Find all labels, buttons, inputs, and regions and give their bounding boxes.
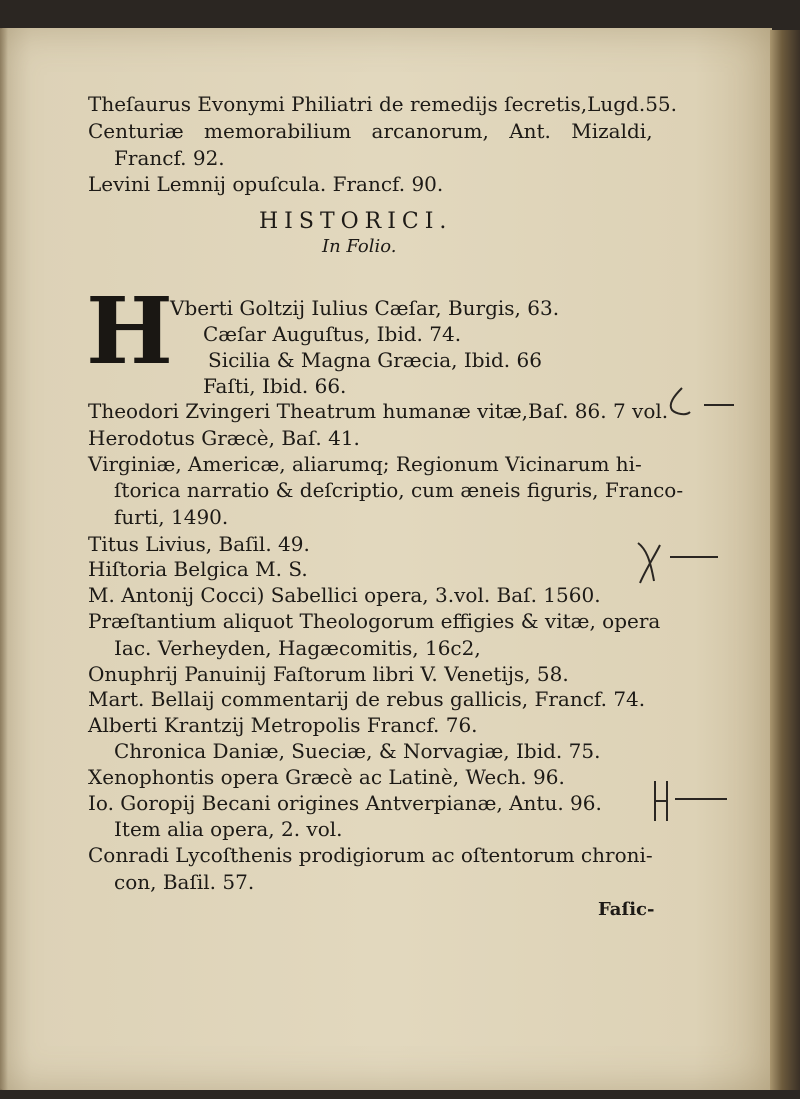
catchword: Faſic- (598, 899, 655, 920)
entry-panuinij: Onuphrij Panuinij Faſtorum libri V. Venetijs, 58. (88, 662, 569, 686)
entry-livius: Titus Livius, Baſil. 49. (88, 532, 310, 556)
entry-virginiae-cont: ſtorica narratio & deſcriptio, cum æneis figuris, Franco- (114, 478, 684, 502)
margin-mark-h (645, 775, 735, 825)
entry-lycosthenis: Conradi Lycoſthenis prodigiorum ac oſtentorum chroni- (88, 843, 653, 867)
entry-virginiae: Virginiæ, Americæ, aliarumq; Regionum Vicinarum hi- (88, 452, 642, 476)
entry-goltzij: Vberti Goltzij Iulius Cæſar, Burgis, 63. (170, 296, 560, 320)
entry-goltzij-sicilia: Sicilia & Magna Græcia, Ibid. 66 (208, 348, 542, 372)
entry-praestantium: Præſtantium aliquot Theologorum effigies & vitæ, opera (88, 609, 661, 633)
entry-xenophontis: Xenophontis opera Græcè ac Latinè, Wech. 96. (88, 765, 565, 789)
entry-lemnij: Levini Lemnij opuſcula. Francf. 90. (88, 172, 444, 196)
entry-sabellici: M. Antonij Cocci) Sabellici opera, 3.vol. Baſ. 1560. (88, 583, 601, 607)
entry-herodotus: Herodotus Græcè, Baſ. 41. (88, 426, 360, 450)
entry-historia-belgica: Hiſtoria Belgica M. S. (88, 557, 308, 581)
entry-goropij: Io. Goropij Becani origines Antverpianæ, Antu. 96. (88, 791, 602, 815)
entry-goltzij-augustus: Cæſar Auguſtus, Ibid. 74. (203, 322, 462, 346)
entry-praestantium-cont: Iac. Verheyden, Hagæcomitis, 16c2, (114, 636, 481, 660)
margin-mark-l (660, 380, 740, 430)
book-spine (770, 30, 800, 1090)
entry-zvingeri: Theodori Zvingeri Theatrum humanæ vitæ,Baſ. 86. 7 vol. (88, 399, 669, 423)
entry-centuriae-cont: Francf. 92. (114, 146, 225, 170)
entry-krantzij: Alberti Krantzij Metropolis Francf. 76. (88, 713, 478, 737)
drop-cap-initial: H (86, 277, 173, 385)
entry-lycosthenis-cont: con, Baſil. 57. (114, 870, 255, 894)
entry-virginiae-cont2: furti, 1490. (114, 505, 229, 529)
entry-bellaij: Mart. Bellaij commentarij de rebus gallicis, Francf. 74. (88, 687, 646, 711)
margin-mark-x (630, 535, 730, 595)
page-edge-shadow (0, 28, 8, 1090)
entry-centuriae: Centuriæ memorabilium arcanorum, Ant. Mizaldi, (88, 119, 653, 143)
section-subheading: In Folio. (322, 236, 397, 257)
entry-chronica: Chronica Daniæ, Sueciæ, & Norvagiæ, Ibid. 75. (114, 739, 601, 763)
entry-thesaurus: Theſaurus Evonymi Philiatri de remedijs ſecretis,Lugd.55. (88, 92, 678, 116)
entry-goropij-cont: Item alia opera, 2. vol. (114, 817, 343, 841)
section-heading: HISTORICI. (259, 209, 453, 234)
entry-goltzij-fasti: Faſti, Ibid. 66. (203, 374, 347, 398)
